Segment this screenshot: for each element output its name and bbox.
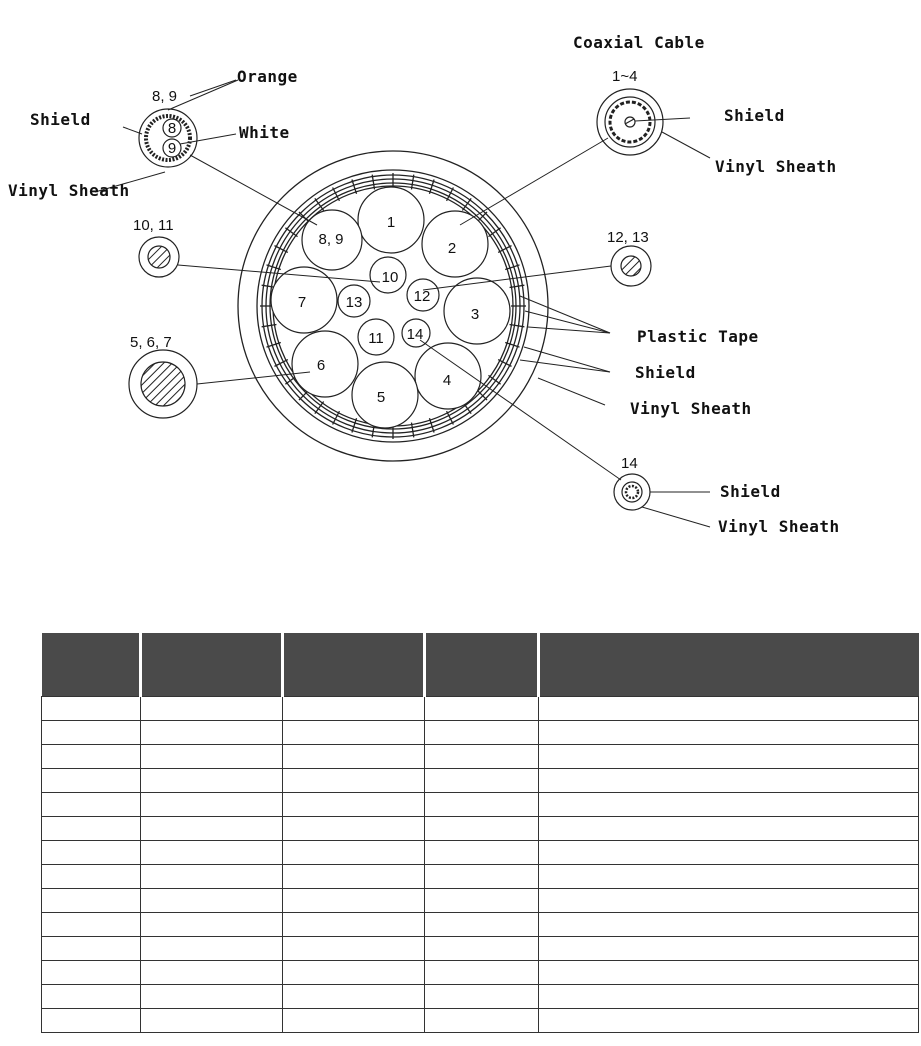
label-plastic-tape: Plastic Tape	[637, 327, 759, 346]
wire-12-13-detail	[611, 246, 651, 286]
table-cell	[42, 841, 141, 865]
table-row	[42, 745, 919, 769]
table-header-cell	[42, 633, 141, 697]
table-row	[42, 769, 919, 793]
table-cell	[539, 697, 919, 721]
callout-10-11: 10, 11	[133, 217, 174, 234]
svg-text:14: 14	[406, 326, 424, 343]
table-cell	[425, 745, 539, 769]
table-row	[42, 841, 919, 865]
table-cell	[425, 961, 539, 985]
table-cell	[539, 1009, 919, 1033]
table-header-cell	[425, 633, 539, 697]
shield-tick	[429, 418, 434, 432]
table-cell	[539, 841, 919, 865]
table-cell	[539, 745, 919, 769]
table-cell	[42, 697, 141, 721]
table-cell	[42, 889, 141, 913]
table-cell	[283, 745, 425, 769]
table-header-row	[42, 633, 919, 697]
shield-tick	[352, 418, 357, 432]
table-cell	[141, 937, 283, 961]
svg-text:2: 2	[447, 240, 457, 257]
table-row	[42, 937, 919, 961]
table-cell	[425, 889, 539, 913]
table-cell	[425, 1009, 539, 1033]
table-cell	[539, 889, 919, 913]
table-row	[42, 793, 919, 817]
table-header-cell	[283, 633, 425, 697]
coaxial-detail	[597, 89, 663, 155]
table-cell	[539, 817, 919, 841]
pair-number-9: 9	[167, 140, 177, 157]
label-shield-main: Shield	[635, 363, 696, 382]
table-cell	[141, 745, 283, 769]
table-cell	[425, 721, 539, 745]
table-header-cell	[141, 633, 283, 697]
table-cell	[283, 865, 425, 889]
table-cell	[141, 841, 283, 865]
table-cell	[539, 721, 919, 745]
shield-tick	[429, 180, 434, 194]
table-cell	[283, 721, 425, 745]
table-cell	[42, 745, 141, 769]
pair-number-8: 8	[167, 120, 177, 137]
table-cell	[141, 961, 283, 985]
label-shield-coax: Shield	[724, 106, 785, 125]
label-shield-14: Shield	[720, 482, 781, 501]
svg-text:13: 13	[345, 294, 363, 311]
callout-12-13: 12, 13	[607, 229, 649, 246]
table-cell	[42, 913, 141, 937]
table-cell	[42, 1009, 141, 1033]
shield-tick	[505, 265, 519, 270]
callout-8-9: 8, 9	[152, 88, 178, 105]
label-shield-pair: Shield	[30, 110, 91, 129]
table-row	[42, 1009, 919, 1033]
shield-tick	[267, 265, 281, 270]
table-cell	[539, 769, 919, 793]
wire-5-6-7-detail	[129, 350, 197, 418]
callout-14: 14	[621, 455, 638, 472]
label-orange: Orange	[237, 67, 298, 86]
wire-10-11-detail	[139, 237, 179, 277]
table-cell	[42, 985, 141, 1009]
table-cell	[42, 721, 141, 745]
table-cell	[283, 937, 425, 961]
table-cell	[283, 769, 425, 793]
table-cell	[425, 769, 539, 793]
table-cell	[539, 865, 919, 889]
svg-text:3: 3	[470, 306, 480, 323]
table-cell	[283, 985, 425, 1009]
table-cell	[283, 913, 425, 937]
table-cell	[539, 793, 919, 817]
shield-tick	[352, 180, 357, 194]
table-cell	[283, 793, 425, 817]
label-vinyl-sheath-main: Vinyl Sheath	[630, 399, 752, 418]
pair-8-9-detail	[139, 109, 197, 167]
table-cell	[141, 865, 283, 889]
table-cell	[539, 913, 919, 937]
svg-text:4: 4	[442, 372, 452, 389]
table-cell	[42, 961, 141, 985]
table-row	[42, 697, 919, 721]
table-cell	[141, 985, 283, 1009]
svg-text:5: 5	[376, 389, 386, 406]
table-cell	[539, 937, 919, 961]
table-cell	[283, 697, 425, 721]
table-cell	[141, 697, 283, 721]
table-cell	[283, 1009, 425, 1033]
table-cell	[283, 817, 425, 841]
table-row	[42, 865, 919, 889]
table-row	[42, 961, 919, 985]
svg-text:1: 1	[386, 214, 396, 231]
label-vinyl-sheath-pair: Vinyl Sheath	[8, 181, 130, 200]
svg-text:12: 12	[413, 288, 431, 305]
svg-text:10: 10	[381, 269, 399, 286]
table-cell	[425, 841, 539, 865]
label-vinyl-sheath-coax: Vinyl Sheath	[715, 157, 837, 176]
table-cell	[42, 937, 141, 961]
table-cell	[141, 1009, 283, 1033]
table-cell	[425, 937, 539, 961]
callout-1-4: 1~4	[612, 68, 638, 85]
table-cell	[425, 865, 539, 889]
table-cell	[425, 985, 539, 1009]
table-cell	[42, 817, 141, 841]
table-cell	[425, 697, 539, 721]
table-cell	[141, 817, 283, 841]
svg-text:6: 6	[316, 357, 326, 374]
table-row	[42, 913, 919, 937]
table-cell	[283, 889, 425, 913]
table-cell	[283, 961, 425, 985]
table-cell	[141, 913, 283, 937]
shield-tick	[505, 342, 519, 347]
table-cell	[425, 793, 539, 817]
table-cell	[141, 793, 283, 817]
table-cell	[283, 841, 425, 865]
callout-5-6-7: 5, 6, 7	[130, 334, 172, 351]
label-vinyl-sheath-14: Vinyl Sheath	[718, 517, 840, 536]
cable-spec-table	[41, 633, 919, 1033]
table-cell	[539, 961, 919, 985]
leader-lines	[95, 80, 710, 527]
svg-text:8, 9: 8, 9	[318, 231, 344, 248]
shield-tick	[267, 342, 281, 347]
table-cell	[42, 865, 141, 889]
table-cell	[42, 793, 141, 817]
table-cell	[141, 721, 283, 745]
table-cell	[141, 889, 283, 913]
svg-text:7: 7	[297, 294, 307, 311]
label-coaxial-cable: Coaxial Cable	[573, 33, 705, 52]
svg-text:11: 11	[368, 330, 384, 347]
table-cell	[42, 769, 141, 793]
table-row	[42, 817, 919, 841]
table-row	[42, 889, 919, 913]
table-header-cell	[539, 633, 919, 697]
table-cell	[141, 769, 283, 793]
table-row	[42, 985, 919, 1009]
table-row	[42, 721, 919, 745]
table-cell	[425, 913, 539, 937]
table-cell	[539, 985, 919, 1009]
table-cell	[425, 817, 539, 841]
label-white: White	[239, 123, 290, 142]
